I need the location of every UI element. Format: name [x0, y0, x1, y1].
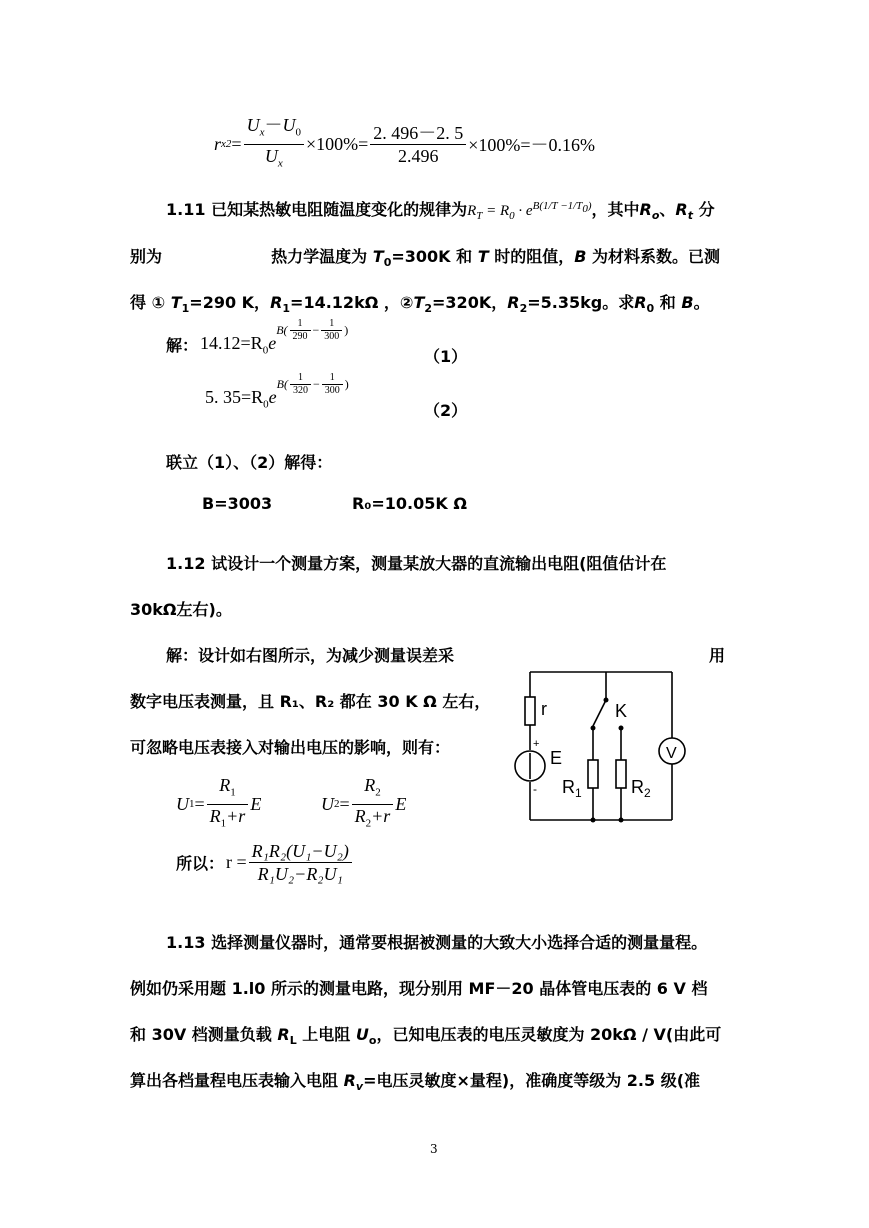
circuit-label-E: E [550, 748, 563, 768]
sol111-joint: 联立（1）、（2）解得： [166, 453, 333, 472]
circuit-diagram [500, 660, 700, 835]
sol111-tag1: （1） [424, 347, 468, 366]
sol111-R0-result: R₀=10.05K Ω [352, 494, 467, 513]
circuit-label-V: V [666, 745, 677, 762]
p112-line2: 30kΩ左右)。 [130, 600, 232, 619]
sol111-eq2: 5. $35=R_0e$ B( $\frac{1}{320}$ − $\frac{1}{300}$ ) [205, 372, 349, 411]
circuit-label-minus: - [533, 782, 537, 796]
fraction-numeric: $\frac{2. 496-2. 5}{2.496}$ [370, 122, 466, 167]
equation-r: 所以： r = $\frac{\text{R₁R₂(U₁−U₂)}}{\text{R₁U₂−R₂U₁}}$ [176, 840, 354, 885]
circuit-label-R2: $R_2$ [631, 777, 651, 800]
p112-sol-line1-end: 用 [709, 646, 726, 665]
sol111-tag2: （2） [424, 401, 468, 420]
circuit-label-plus: + [533, 738, 540, 750]
p113-line4: 算出各档量程电压表输入电阻 $R_v=$电压灵敏度×量程)，准确度等级为 2.5 级(准 [130, 1071, 701, 1094]
equation-u1: U 1 = $\frac{R_1}{R_1+r}$ E [176, 775, 262, 830]
p112-sol-line2: 数字电压表测量，且 R₁、R₂ 都在 30 K Ω 左右， [130, 692, 491, 711]
equation-rx2: r x2 = $\frac{U_x-U_0}{U_x}$ ×100%= $\frac{2. 496-2. 5}{2.496}$ ×100%=－0.16% [214, 114, 595, 174]
sol111-eq1: 解： $14.12=R_0e$ B( $\frac{1}{290}$ − $\frac{1}{300}$ ) [166, 318, 349, 357]
p111-line3: 得 ① $T_1=290$ K，$R_1=14.12k\Omega$ ，$②T_2=320K$，$R_2=5.35kg$。求$R_0$ 和 B。 [130, 293, 710, 316]
p112-line1: 1.12 试设计一个测量方案，测量某放大器的直流输出电阻(阻值估计在 [166, 554, 667, 573]
p113-line2: 例如仍采用题 1.l0 所示的测量电路，现分别用 MF－20 晶体管电压表的 6 V 档 [130, 979, 708, 998]
circuit-label-K: K [615, 701, 628, 721]
p111-line2: 别为 热力学温度为 $T_0=300K$ 和 T 时的阻值，B 为材料系数。已测 [130, 247, 721, 270]
page-number: 3 [430, 1142, 438, 1156]
sol111-B-result: B=3003 [202, 494, 273, 513]
p111-line1: 1.11 已知某热敏电阻随温度变化的规律为$R_T = R_0 \cdot e^{B(1/T -1/T_0)}$，其中$R_o$、$R_t$ 分 [166, 200, 715, 223]
circuit-label-R1: $R_1$ [562, 777, 582, 800]
p113-line1: 1.13 选择测量仪器时，通常要根据被测量的大致大小选择合适的测量量程。 [166, 933, 708, 952]
circuit-label-r: r [541, 699, 547, 719]
p113-line3: 和 30V 档测量负载 $R_L$ 上电阻 $U_o$，已知电压表的电压灵敏度为 20kΩ / V(由此可 [130, 1025, 722, 1048]
p112-sol-line3: 可忽略电压表接入对输出电压的影响，则有： [130, 738, 451, 757]
p112-sol-line1: 解：设计如右图所示，为减少测量误差采 [166, 646, 455, 665]
fraction-ux-u0: $\frac{U_x-U_0}{U_x}$ [244, 114, 304, 174]
equation-u2: U 2 = $\frac{R_2}{R_2+r}$ E [321, 775, 407, 830]
